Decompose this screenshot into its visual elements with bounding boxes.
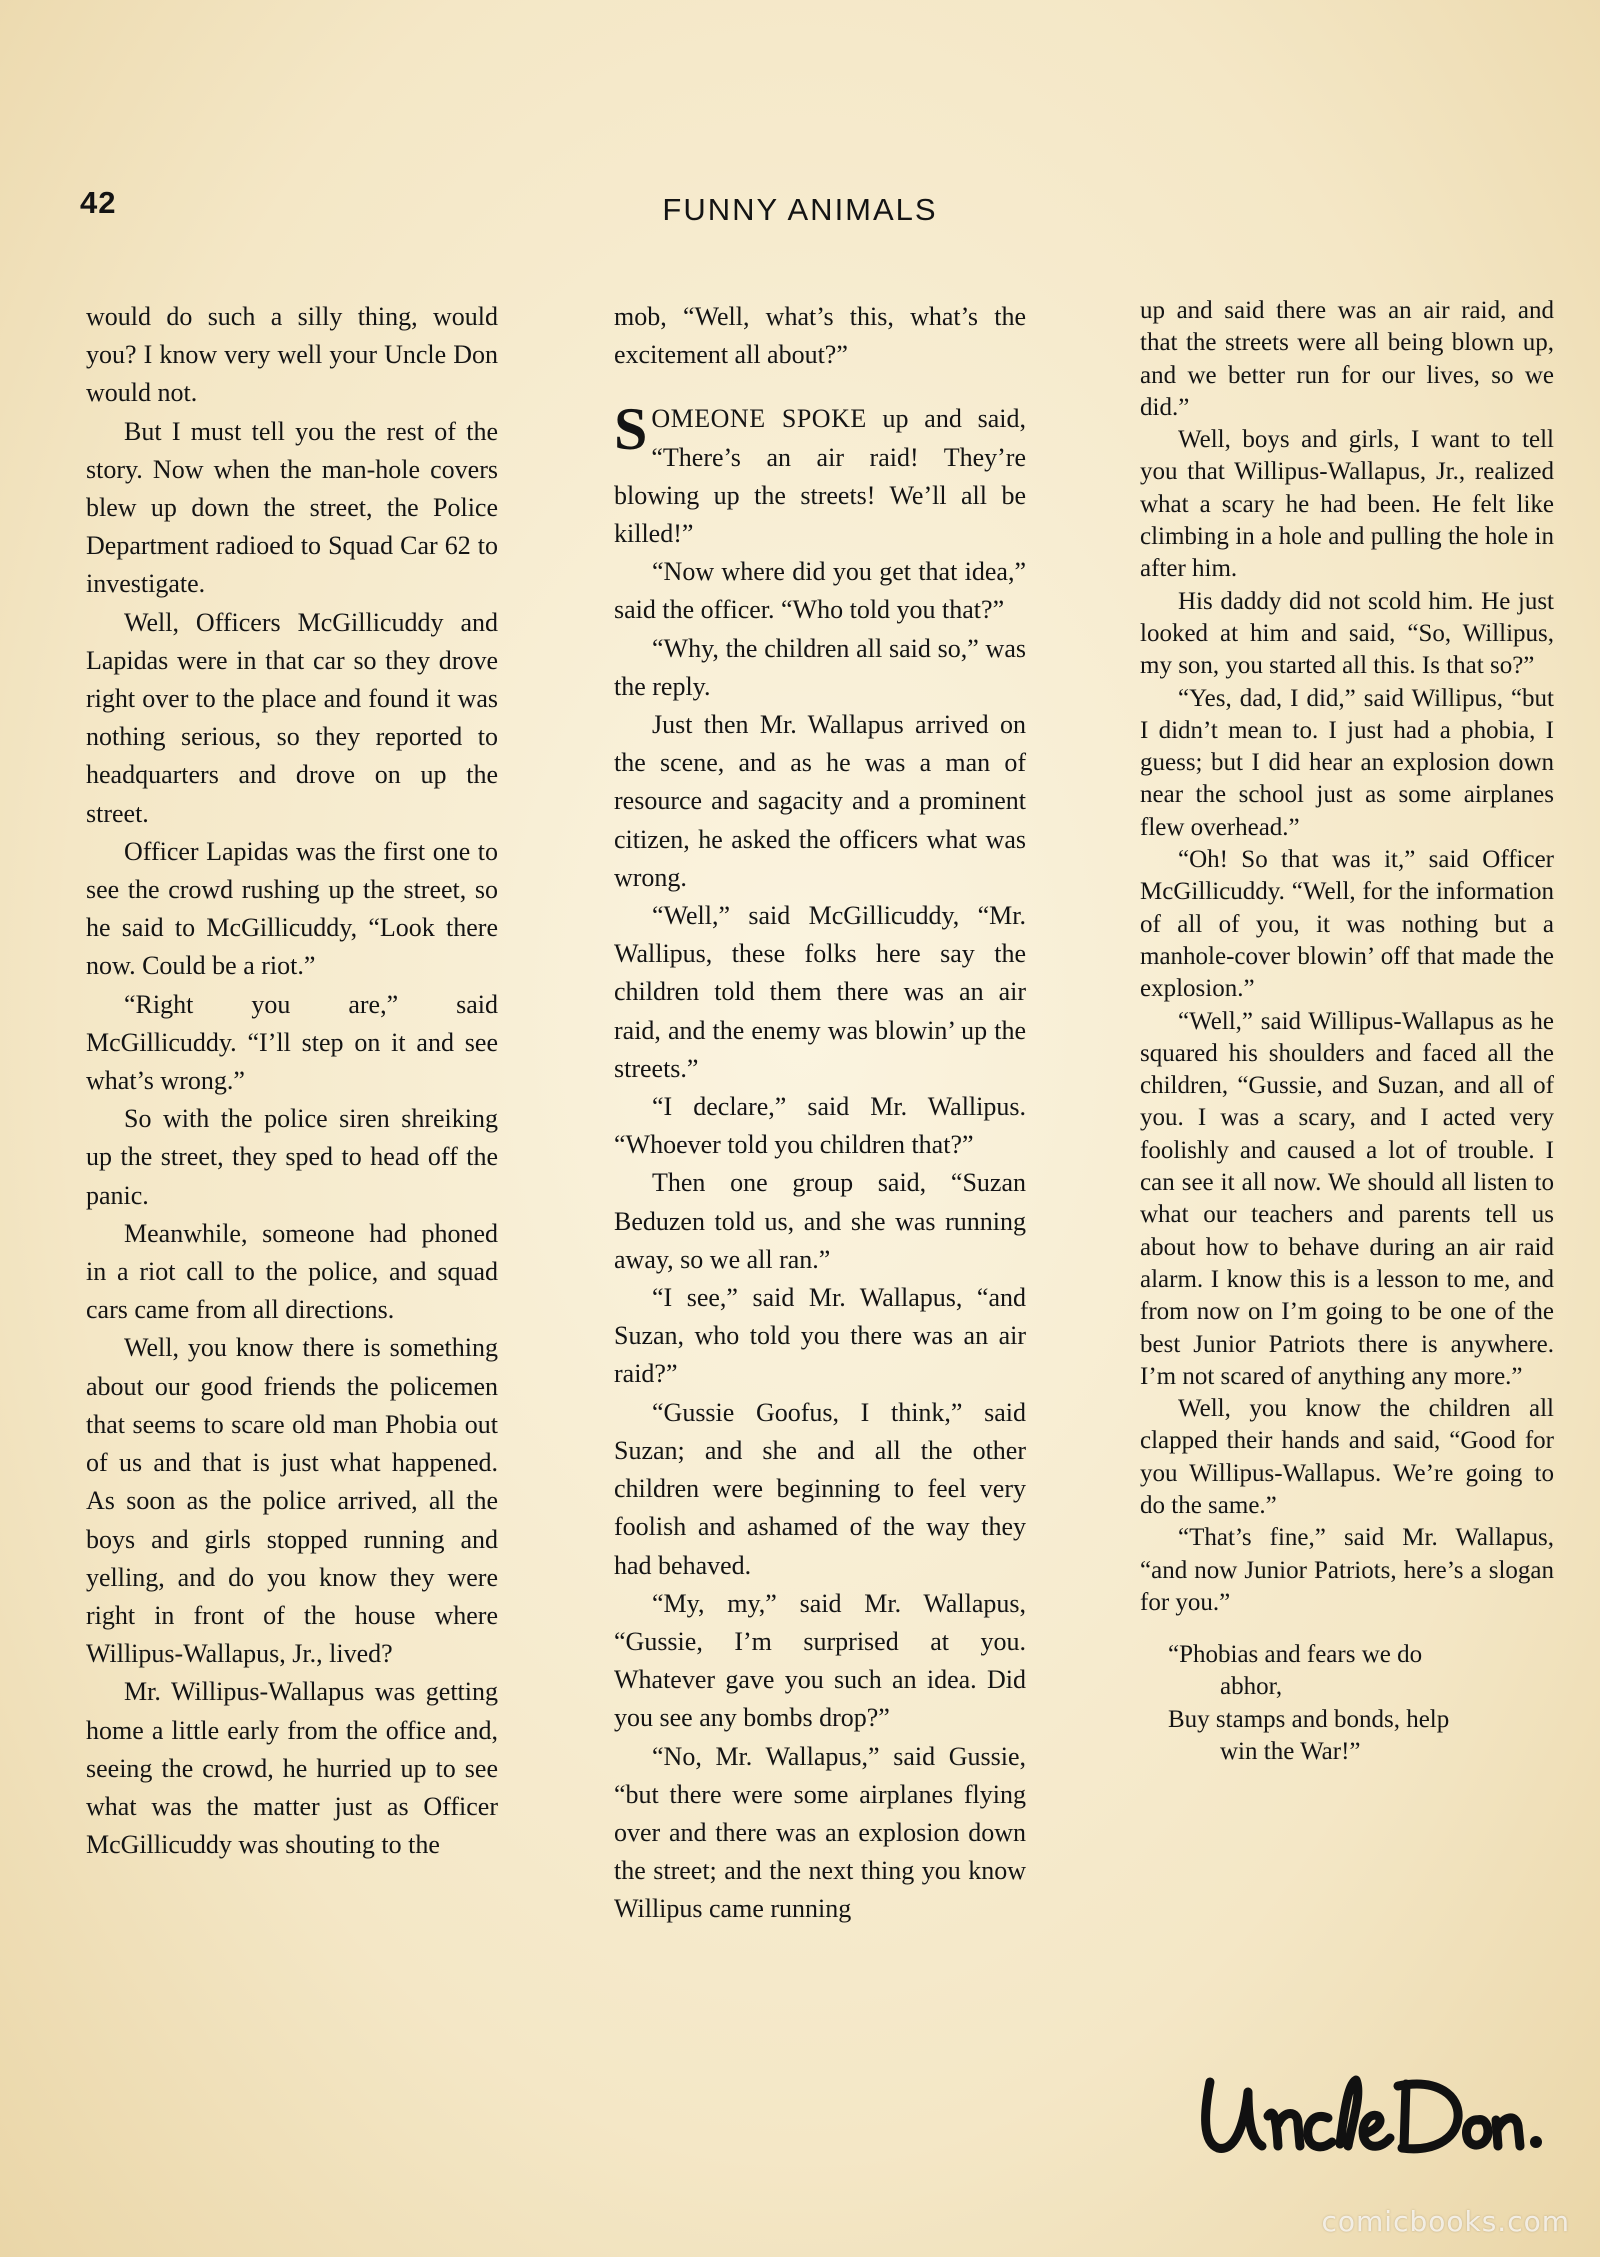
paragraph: Officer Lapidas was the first one to see the crowd rushing up the street, so he said to McGillicuddy, “Look there now. Could be a riot.” [86, 836, 498, 981]
paragraph: “That’s fine,” said Mr. Wallapus, “and now Junior Patriots, here’s a slogan for you.” [1140, 1524, 1554, 1616]
watermark: comicbooks.com [1321, 2205, 1570, 2238]
paragraph: Well, Officers McGillicuddy and Lapidas were in that car so they drove right over to the place and found it was nothing serious, so they reported to headquarters and drove on up the street. [86, 607, 498, 828]
paragraph: Well, you know the children all clapped their hands and said, “Good for you Willipus-Wallapus. We’re going to do the same.” [1140, 1395, 1554, 1519]
slogan-line: abhor, [1220, 1673, 1283, 1701]
paragraph: “Now where did you get that idea,” said the officer. “Who told you that?” [614, 557, 1026, 625]
opening-caps: OMEONE SPOKE [651, 404, 867, 434]
paragraph: “Well,” said McGillicuddy, “Mr. Wallipus, these folks here say the children told them there was an air raid, and the enemy was blowin’ up the streets.” [614, 901, 1026, 1083]
page-number: 42 [80, 185, 117, 220]
text-column-2 [614, 298, 1026, 1929]
paragraph: “My, my,” said Mr. Wallapus, “Gussie, I’m surprised at you. Whatever gave you such an idea. Did you see any bombs drop?” [614, 1588, 1026, 1733]
dropcap-paragraph [614, 396, 1026, 553]
paragraph: “Gussie Goofus, I think,” said Suzan; and she and all the other children were beginning to feel very foolish and ashamed of the way they had behaved. [614, 1397, 1026, 1580]
paragraph: “Well,” said Willipus-Wallapus as he squared his shoulders and faced all the children, “Gussie, and Suzan, and all of you. I was a scary, and I acted very foolishly and caused a lot of trouble. I can see it all now. We should all listen to what our teachers and parents tell us about how to behave during an air raid alarm. I know this is a lesson to me, and from now on I’m going to be one of the best Junior Patriots there is anywhere. I’m not scared of anything any more.” [1140, 1007, 1554, 1390]
paragraph-text: up and said, “There’s an air raid! They’re blowing up the streets! We’ll all be killed!” [614, 404, 1026, 549]
paragraph: “I see,” said Mr. Wallapus, “and Suzan, who told you there was an air raid?” [614, 1283, 1026, 1389]
paragraph: “Right you are,” said McGillicuddy. “I’ll step on it and see what’s wrong.” [86, 989, 498, 1096]
paragraph: Mr. Willipus-Wallapus was getting home a little early from the office and, seeing the crowd, he hurried up to see what was the matter just as Officer McGillicuddy was shouting to the [86, 1677, 498, 1860]
paragraph: Well, you know there is something about our good friends the policemen that seems to scare old man Phobia out of us and that is just what happened. As soon as the police arrived, all the boys and girls stopped running and yelling, and do you know they were right in front of the house where Willipus-Wallapus, Jr., lived? [86, 1333, 498, 1669]
paragraph: Then one group said, “Suzan Beduzen told us, and she was running away, so we all ran.” [614, 1168, 1026, 1274]
running-head: FUNNY ANIMALS [662, 192, 938, 227]
paragraph: “No, Mr. Wallapus,” said Gussie, “but there were some airplanes flying over and there was an explosion down the street; and the next thing you know Willipus came running [614, 1741, 1026, 1924]
paragraph: Just then Mr. Wallapus arrived on the scene, and as he was a man of resource and sagacity and a prominent citizen, he asked the officers what was wrong. [614, 710, 1026, 892]
paragraph: Well, boys and girls, I want to tell you that Willipus-Wallapus, Jr., realized what a scary he had been. He felt like climbing in a hole and pulling the hole in after him. [1140, 426, 1554, 583]
slogan-line: Buy stamps and bonds, help [1168, 1705, 1450, 1733]
paragraph: would do such a silly thing, would you? I know very well your Uncle Don would not. [86, 302, 498, 408]
slogan-line: win the War!” [1220, 1738, 1361, 1766]
text-column-1 [86, 298, 498, 1864]
text-column-3 [1140, 295, 1554, 1768]
uncle-don-signature [1188, 2064, 1548, 2174]
paragraph: His daddy did not scold him. He just looked at him and said, “So, Willipus, my son, you started all this. Is that so?” [1140, 587, 1554, 680]
paragraph: “Yes, dad, I did,” said Willipus, “but I didn’t mean to. I just had a phobia, I guess; but I did hear an explosion down near the school just as some airplanes flew overhead.” [1140, 684, 1554, 841]
slogan [1168, 1639, 1554, 1768]
paragraph: “Oh! So that was it,” said Officer McGillicuddy. “Well, for the information of all of you, it was nothing but a manhole-cover blowin’ off that made the explosion.” [1140, 846, 1554, 1003]
slogan-line: “Phobias and fears we do [1168, 1641, 1423, 1669]
paragraph: But I must tell you the rest of the story. Now when the man-hole covers blew up down the street, the Police Department radioed to Squad Car 62 to investigate. [86, 416, 498, 599]
paragraph: mob, “Well, what’s this, what’s the excitement all about?” [614, 302, 1026, 370]
paragraph: up and said there was an air raid, and that the streets were all being blown up, and we better run for our lives, so we did.” [1140, 297, 1554, 421]
paragraph: So with the police siren shreiking up the street, they sped to head off the panic. [86, 1104, 498, 1210]
paragraph: “I declare,” said Mr. Wallipus. “Whoever told you children that?” [614, 1092, 1026, 1160]
paragraph: “Why, the children all said so,” was the reply. [614, 633, 1026, 701]
drop-cap: S [614, 396, 648, 463]
paragraph: Meanwhile, someone had phoned in a riot call to the police, and squad cars came from all directions. [86, 1218, 498, 1325]
